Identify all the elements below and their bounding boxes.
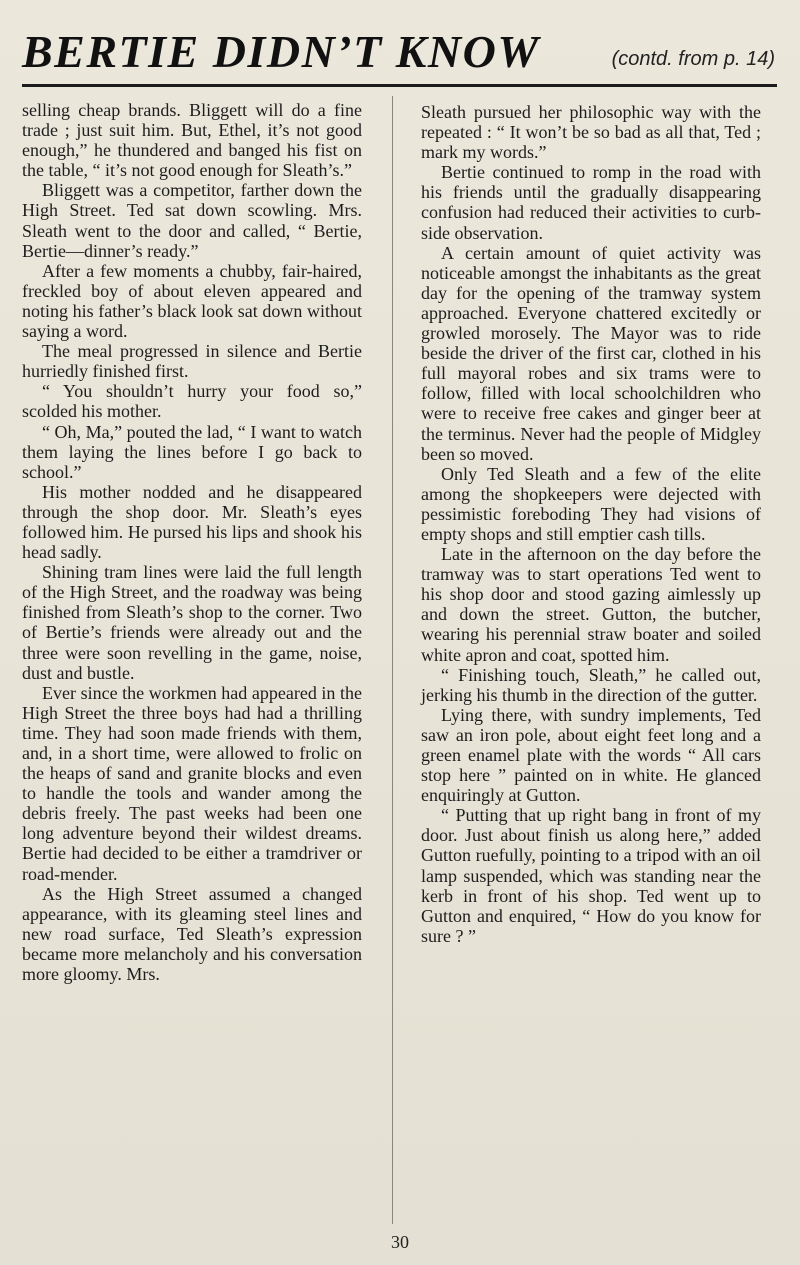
paragraph: Shining tram lines were laid the full length of the High Street, and the roadway was being finished from Sleath’s shop to the corner. Two of Bertie’s friends were already out and the three were soon revelling in the game, noise, dust and bustle. [22, 562, 362, 683]
paragraph: Lying there, with sundry implements, Ted saw an iron pole, about eight feet long and a green enamel plate with the words “ All cars stop here ” painted on in white. He glanced enquiringly at Gutton. [421, 704, 761, 806]
paragraph: “ Finishing touch, Sleath,” he called out, jerking his thumb in the direction of the gutter. [421, 664, 761, 705]
paragraph: After a few moments a chubby, fair-haired, freckled boy of about eleven appeared and noting his father’s black look sat down without saying a word. [22, 260, 362, 342]
paragraph: Only Ted Sleath and a few of the elite among the shopkeepers were dejected with pessimistic foreboding They had visions of empty shops and still emptier cash tills. [421, 463, 761, 544]
paragraph: selling cheap brands. Bliggett will do a fine trade ; just suit him. But, Ethel, it’s not good enough,” he thundered and banged his fist on the table, “ it’s not good enough for Sleath’s.” [22, 100, 362, 181]
paragraph: “ You shouldn’t hurry your food so,” scolded his mother. [22, 381, 362, 422]
paragraph: As the High Street assumed a changed appearance, with its gleaming steel lines and new road surface, Ted Sleath’s expression became more melancholy and his conversation more gloomy. Mrs. [22, 883, 362, 985]
continuation-note: (contd. from p. 14) [611, 48, 775, 70]
paragraph: Bertie continued to romp in the road with his friends until the gradually disappearing confusion had reduced their activities to curb-side observation. [421, 162, 761, 243]
paragraph: The meal progressed in silence and Bertie hurriedly finished first. [22, 341, 362, 382]
right-column [421, 102, 761, 946]
left-column [22, 100, 362, 984]
paragraph: “ Oh, Ma,” pouted the lad, “ I want to watch them laying the lines before I go back to school.” [22, 421, 362, 482]
page-number: 30 [391, 1232, 409, 1252]
paragraph: “ Putting that up right bang in front of my door. Just about finish us along here,” added Gutton ruefully, pointing to a tripod with an oil lamp suspended, which was standing near the kerb in front of his shop. Ted went up to Gutton and enquired, “ How do you know for sure ? ” [421, 805, 761, 946]
paragraph: Sleath pursued her philosophic way with the repeated : “ It won’t be so bad as all that, Ted ; mark my words.” [421, 102, 761, 163]
paragraph: His mother nodded and he disappeared through the shop door. Mr. Sleath’s eyes followed him. He pursed his lips and shook his head sadly. [22, 481, 362, 563]
article-title: BERTIE DIDN’T KNOW [22, 26, 540, 77]
title-rule [22, 84, 777, 87]
paragraph: Bliggett was a competitor, farther down the High Street. Ted sat down scowling. Mrs. Sleath went to the door and called, “ Bertie, Bertie—dinner’s ready.” [22, 180, 362, 261]
paragraph: Ever since the workmen had appeared in the High Street the three boys had had a thrilling time. They had soon made friends with them, and, in a short time, were allowed to frolic on the heaps of sand and granite blocks and even to handle the tools and wander among the debris freely. The past weeks had been one long adventure beyond their wildest dreams. Bertie had decided to be either a tramdriver or road-mender. [22, 682, 362, 884]
paragraph: A certain amount of quiet activity was noticeable amongst the inhabitants as the great day for the opening of the tramway system approached. Everyone chattered excitedly or growled morosely. The Mayor was to ride beside the driver of the first car, clothed in his full mayoral robes and six trams were to follow, filled with local schoolchildren who were to receive free cakes and ginger beer at the terminus. Never had the people of Midgley been so moved. [421, 242, 761, 464]
paragraph: Late in the afternoon on the day before the tramway was to start operations Ted went to his shop door and stood gazing aimlessly up and down the street. Gutton, the butcher, wearing his perennial straw boater and soiled white apron and coat, spotted him. [421, 544, 761, 665]
column-divider [392, 96, 393, 1224]
article-header [22, 24, 777, 82]
